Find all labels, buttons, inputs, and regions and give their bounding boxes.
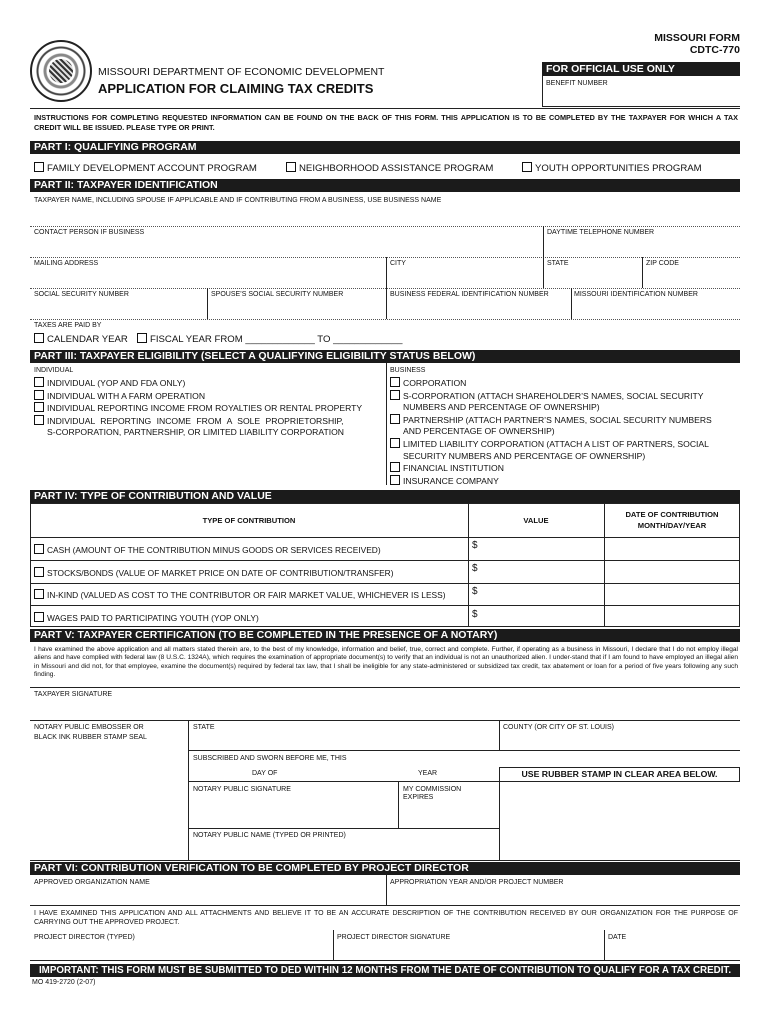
- approved-org-label: APPROVED ORGANIZATION NAME: [34, 879, 150, 886]
- taxes-paid-by-label: TAXES ARE PAID BY: [34, 322, 102, 329]
- eligibility-business-s-corporation-cont: NUMBERS AND PERCENTAGE OF OWNERSHIP): [403, 402, 600, 413]
- form-number: MO 419-2720 (2-07): [32, 979, 96, 986]
- instructions-text: INSTRUCTIONS FOR COMPLETING REQUESTED INFORMATION CAN BE FOUND ON THE BACK OF THIS FORM. THIS APPLICATION IS TO BE COMPLETED BY THE TAXPAYER FOR WHICH A TAX CREDIT WILL BE ISSUED. PLEASE TYPE OR PRINT.: [34, 113, 738, 132]
- taxpayer-name-field[interactable]: [34, 207, 738, 225]
- zip-code-label: ZIP CODE: [646, 260, 679, 267]
- taxpayer-name-label: TAXPAYER NAME, INCLUDING SPOUSE IF APPLICABLE AND IF CONTRIBUTING FROM A BUSINESS, USE BUSINESS NAME: [34, 197, 442, 204]
- mailing-address-label: MAILING ADDRESS: [34, 260, 99, 267]
- daytime-phone-label: DAYTIME TELEPHONE NUMBER: [547, 229, 655, 236]
- form-id-line2: CDTC-770: [689, 44, 740, 56]
- official-use-header: FOR OFFICIAL USE ONLY: [542, 62, 740, 76]
- business-label: BUSINESS: [390, 367, 426, 374]
- checkbox[interactable]: [522, 162, 532, 172]
- missouri-id-field[interactable]: [574, 301, 738, 317]
- important-notice: IMPORTANT: THIS FORM MUST BE SUBMITTED TO DED WITHIN 12 MONTHS FROM THE DATE OF CONTRIBUTION TO QUALIFY FOR A TAX CREDIT.: [30, 964, 740, 977]
- eligibility-individual-yop-fda[interactable]: INDIVIDUAL (YOP AND FDA ONLY): [34, 377, 380, 390]
- eligibility-business-financial-institution[interactable]: FINANCIAL INSTITUTION: [390, 462, 738, 475]
- eligibility-individual-sole-proprietorship[interactable]: INDIVIDUAL REPORTING INCOME FROM A SOLE PROPRIETORSHIP,: [34, 415, 380, 428]
- currency-symbol: $: [472, 540, 478, 551]
- checkbox[interactable]: [137, 333, 147, 343]
- fein-field[interactable]: [390, 301, 568, 317]
- checkbox[interactable]: [34, 402, 44, 412]
- rubber-stamp-notice: USE RUBBER STAMP IN CLEAR AREA BELOW.: [499, 767, 740, 782]
- checkbox[interactable]: [286, 162, 296, 172]
- year-label: YEAR: [418, 770, 438, 777]
- appropriation-label: APPROPRIATION YEAR AND/OR PROJECT NUMBER: [390, 879, 564, 886]
- commission-expires-label: MY COMMISSION EXPIRES: [403, 786, 462, 801]
- ssn-label: SOCIAL SECURITY NUMBER: [34, 291, 129, 298]
- taxpayer-signature-label: TAXPAYER SIGNATURE: [34, 691, 113, 698]
- city-field[interactable]: [390, 270, 540, 286]
- option-fiscal-year[interactable]: FISCAL YEAR FROM _____________ TO _____________: [137, 333, 402, 345]
- subscribed-label: SUBSCRIBED AND SWORN BEFORE ME, THIS: [193, 755, 347, 762]
- spouse-ssn-label: SPOUSE’S SOCIAL SECURITY NUMBER: [211, 291, 344, 298]
- checkbox[interactable]: [34, 377, 44, 387]
- eligibility-business-partnership[interactable]: PARTNERSHIP (ATTACH PARTNER’S NAMES, SOCIAL SECURITY NUMBERS: [390, 414, 738, 427]
- contact-person-field[interactable]: [34, 239, 539, 255]
- missouri-id-label: MISSOURI IDENTIFICATION NUMBER: [574, 291, 698, 298]
- checkbox[interactable]: [390, 462, 400, 472]
- contribution-row-stocks[interactable]: STOCKS/BONDS (VALUE OF MARKET PRICE ON DATE OF CONTRIBUTION/TRANSFER): [34, 567, 394, 579]
- department-name: MISSOURI DEPARTMENT OF ECONOMIC DEVELOPMENT: [98, 66, 385, 78]
- checkbox[interactable]: [34, 415, 44, 425]
- director-signature-label: PROJECT DIRECTOR SIGNATURE: [337, 934, 451, 941]
- contribution-row-wages[interactable]: WAGES PAID TO PARTICIPATING YOUTH (YOP ONLY): [34, 612, 259, 624]
- eligibility-individual-royalties[interactable]: INDIVIDUAL REPORTING INCOME FROM ROYALTIES OR RENTAL PROPERTY: [34, 402, 380, 415]
- eligibility-business-s-corporation[interactable]: S-CORPORATION (ATTACH SHAREHOLDER’S NAMES, SOCIAL SECURITY: [390, 390, 738, 403]
- notary-signature-label: NOTARY PUBLIC SIGNATURE: [193, 786, 291, 793]
- part3-header: PART III: TAXPAYER ELIGIBILITY (SELECT A QUALIFYING ELIGIBILITY STATUS BELOW): [30, 350, 740, 363]
- col-type-header: TYPE OF CONTRIBUTION: [202, 516, 296, 525]
- checkbox[interactable]: [34, 589, 44, 599]
- benefit-number-label: BENEFIT NUMBER: [546, 80, 608, 87]
- checkbox[interactable]: [34, 612, 44, 622]
- checkbox[interactable]: [34, 567, 44, 577]
- checkbox[interactable]: [390, 438, 400, 448]
- day-of-label: DAY OF: [252, 770, 278, 777]
- part4-header: PART IV: TYPE OF CONTRIBUTION AND VALUE: [30, 490, 740, 503]
- col-date-header: DATE OF CONTRIBUTION MONTH/DAY/YEAR: [625, 510, 719, 530]
- part6-header: PART VI: CONTRIBUTION VERIFICATION TO BE COMPLETED BY PROJECT DIRECTOR: [30, 862, 740, 875]
- currency-symbol: $: [472, 586, 478, 597]
- form-id-line1: MISSOURI FORM: [654, 32, 740, 44]
- checkbox[interactable]: [34, 162, 44, 172]
- page-title: APPLICATION FOR CLAIMING TAX CREDITS: [98, 81, 374, 96]
- checkbox[interactable]: [34, 544, 44, 554]
- certification-text: I have examined the above application and all matters stated therein are, to the best of my knowledge, information and belief, true, correct and complete. Further, if operating as a business in Missouri, I declare that I do not employ illegal aliens and have complied with federal law (8 U.S.C. 1324A), which requires the examination of appropriate document(s) to verify that an individual is not an unauthorized alien. I under-stand that if I am found to have employed an illegal alien in Missouri and did not, for that employee, examine the document(s) required by federal tax law, that I shall be ineligible for any state-administered or subsidized tax credit, tax abatement or loan for a period of five years following any such finding.: [34, 646, 738, 678]
- eligibility-business-insurance-company[interactable]: INSURANCE COMPANY: [390, 475, 738, 488]
- checkbox[interactable]: [390, 414, 400, 424]
- director-typed-label: PROJECT DIRECTOR (TYPED): [34, 934, 135, 941]
- eligibility-business-llc[interactable]: LIMITED LIABILITY CORPORATION (ATTACH A LIST OF PARTNERS, SOCIAL: [390, 438, 738, 451]
- business-options: [390, 377, 738, 487]
- checkbox[interactable]: [34, 333, 44, 343]
- part2-header: PART II: TAXPAYER IDENTIFICATION: [30, 179, 740, 192]
- form-id-block: [654, 32, 740, 56]
- daytime-phone-field[interactable]: [547, 239, 737, 255]
- currency-symbol: $: [472, 563, 478, 574]
- option-family-development[interactable]: FAMILY DEVELOPMENT ACCOUNT PROGRAM: [34, 162, 257, 174]
- ssn-field[interactable]: [34, 301, 204, 317]
- notary-name-label: NOTARY PUBLIC NAME (TYPED OR PRINTED): [193, 832, 346, 839]
- contribution-row-in-kind[interactable]: IN-KIND (VALUED AS COST TO THE CONTRIBUTOR OR FAIR MARKET VALUE, WHICHEVER IS LESS): [34, 589, 446, 601]
- verification-statement: I HAVE EXAMINED THIS APPLICATION AND ALL ATTACHMENTS AND BELIEVE IT TO BE AN ACCURATE DESCRIPTION OF THE CONTRIBUTION RECEIVED BY OUR ORGANIZATION FOR THE PURPOSE OF CARRYING OUT THE APPROVED PROJECT.: [34, 910, 738, 926]
- contribution-row-cash[interactable]: CASH (AMOUNT OF THE CONTRIBUTION MINUS GOODS OR SERVICES RECEIVED): [34, 544, 381, 556]
- checkbox[interactable]: [390, 390, 400, 400]
- option-youth-opportunities[interactable]: YOUTH OPPORTUNITIES PROGRAM: [522, 162, 702, 174]
- notary-seal-label: NOTARY PUBLIC EMBOSSER OR BLACK INK RUBBER STAMP SEAL: [34, 724, 147, 741]
- currency-symbol: $: [472, 609, 478, 620]
- checkbox[interactable]: [34, 390, 44, 400]
- col-value-header: VALUE: [523, 516, 549, 525]
- missouri-state-seal: [30, 40, 92, 102]
- rubber-stamp-area[interactable]: [500, 783, 740, 859]
- option-calendar-year[interactable]: CALENDAR YEAR: [34, 333, 128, 345]
- spouse-ssn-field[interactable]: [211, 301, 383, 317]
- fein-label: BUSINESS FEDERAL IDENTIFICATION NUMBER: [390, 291, 549, 298]
- mailing-address-field[interactable]: [34, 270, 382, 286]
- eligibility-business-partnership-cont: AND PERCENTAGE OF OWNERSHIP): [403, 426, 555, 437]
- eligibility-individual-farm[interactable]: INDIVIDUAL WITH A FARM OPERATION: [34, 390, 380, 403]
- part1-header: PART I: QUALIFYING PROGRAM: [30, 141, 740, 154]
- option-neighborhood-assistance[interactable]: NEIGHBORHOOD ASSISTANCE PROGRAM: [286, 162, 493, 174]
- eligibility-individual-continued: S-CORPORATION, PARTNERSHIP, OR LIMITED LIABILITY CORPORATION: [47, 427, 345, 438]
- state-label: STATE: [547, 260, 569, 267]
- individual-options: [34, 377, 380, 439]
- eligibility-business-corporation[interactable]: CORPORATION: [390, 377, 738, 390]
- director-date-label: DATE: [608, 934, 627, 941]
- checkbox[interactable]: [390, 377, 400, 387]
- contact-person-label: CONTACT PERSON IF BUSINESS: [34, 229, 145, 236]
- individual-label: INDIVIDUAL: [34, 367, 74, 374]
- benefit-number-field[interactable]: [546, 92, 736, 104]
- city-label: CITY: [390, 260, 406, 267]
- part5-header: PART V: TAXPAYER CERTIFICATION (TO BE COMPLETED IN THE PRESENCE OF A NOTARY): [30, 629, 740, 642]
- notary-county-label: COUNTY (OR CITY OF ST. LOUIS): [503, 724, 614, 731]
- state-field[interactable]: [547, 270, 639, 286]
- taxpayer-signature-field[interactable]: [34, 701, 738, 719]
- notary-state-label: STATE: [193, 724, 215, 731]
- checkbox[interactable]: [390, 475, 400, 485]
- zip-code-field[interactable]: [646, 270, 738, 286]
- eligibility-business-llc-cont: SECURITY NUMBERS AND PERCENTAGE OF OWNERSHIP): [403, 450, 646, 461]
